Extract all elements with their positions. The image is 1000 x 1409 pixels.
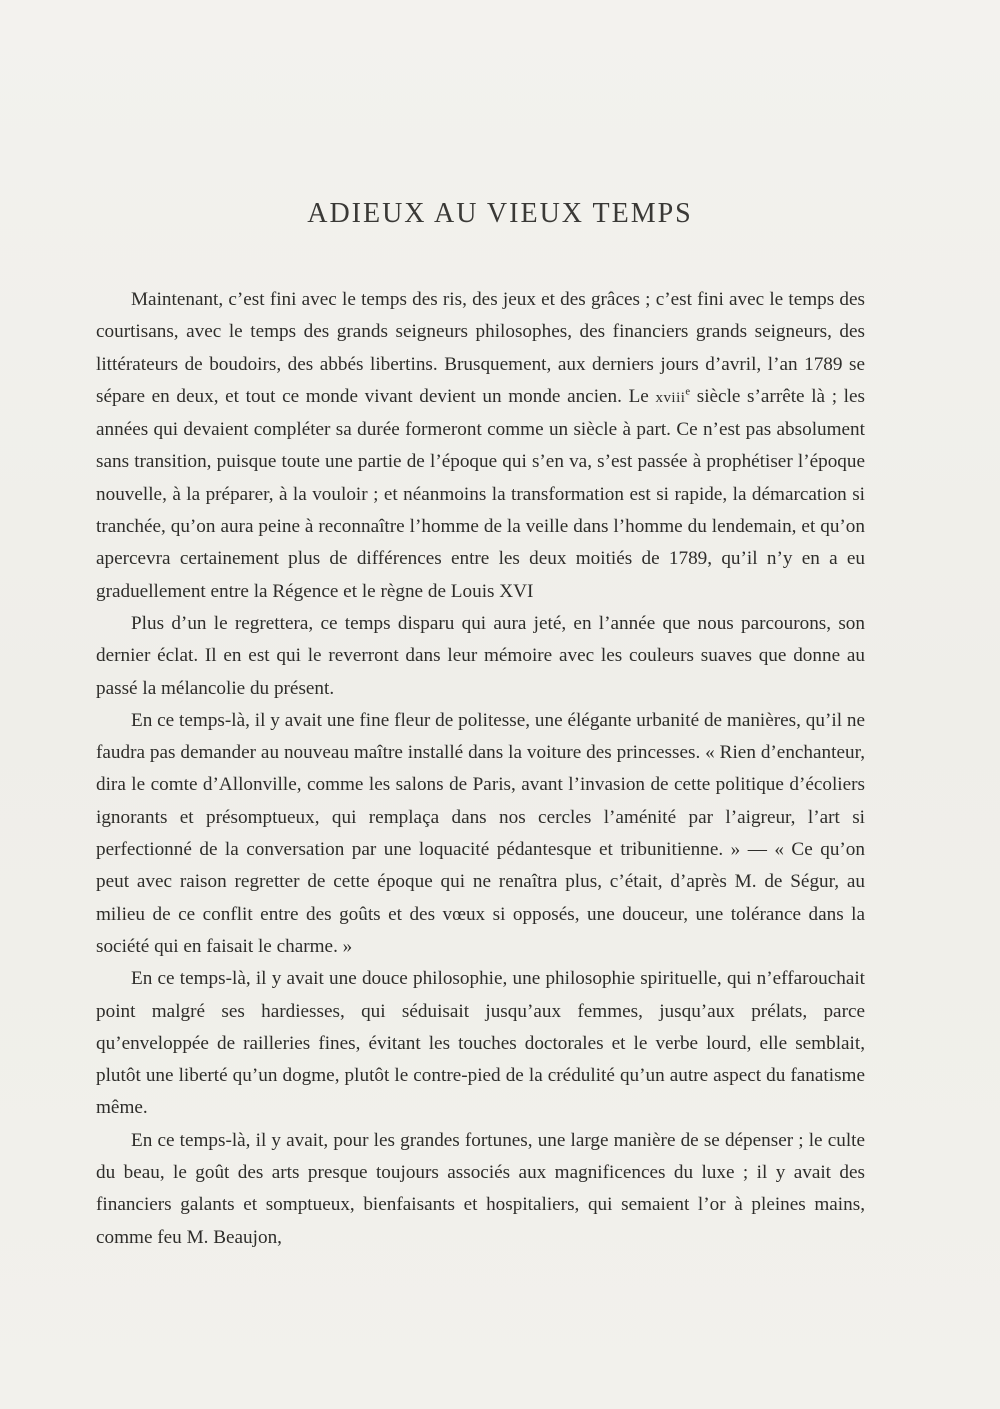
paragraph-1-text-b: siècle s’arrête là ; les années qui devaient compléter sa durée formeront comme un siècle à part. Ce n’est pas absolument sans transition, puisque toute une partie de l’époque qui s’en va, s’est passée à prophétiser l’époque nouvelle, à la préparer, à la vouloir ; et néanmoins la transformation est si rapide, la démarcation si tranchée, qu’on aura peine à reconnaître l’homme de la veille dans l’homme du lendemain, et qu’on apercevra certainement plus de différences entre les deux moitiés de 1789, qu’il n’y en a eu graduellement entre la Régence et le règne de Louis XVI bbox=[96, 385, 865, 602]
paragraph-1 bbox=[96, 284, 865, 608]
paragraph-1-text-a: Maintenant, c’est fini avec le temps des ris, des jeux et des grâces ; c’est fini avec le temps des courtisans, avec le temps des grands seigneurs philosophes, des financiers grands seigneurs, des littérateurs de boudoirs, des abbés libertins. Brusquement, aux derniers jours d’avril, l’an 1789 se sépare en deux, et tout ce monde vivant devient un monde ancien. Le bbox=[96, 289, 865, 407]
paragraph-2: Plus d’un le regrettera, ce temps disparu qui aura jeté, en l’année que nous parcourons, son dernier éclat. Il en est qui le reverront dans leur mémoire avec les couleurs suaves que donne au passé la mélancolie du présent. bbox=[96, 612, 865, 699]
paragraph-3: En ce temps-là, il y avait une fine fleur de politesse, une élégante urbanité de manières, qu’il ne faudra pas demander au nouveau maître installé dans la voiture des princesses. « Rien d’enchanteur, dira le comte d’Allonville, comme les salons de Paris, avant l’invasion de cette politique d’écoliers ignorants et présomptueux, qui remplaça dans nos cercles l’aménité par l’aigreur, l’art si perfectionné de la conversation par une loquacité pédantesque et tribunitienne. » — « Ce qu’on peut avec raison regretter de cette époque qui ne renaîtra plus, c’était, d’après M. de Ségur, au milieu de ce conflit entre des goûts et des vœux si opposés, une douceur, une tolérance dans la société qui en faisait le charme. » bbox=[96, 709, 865, 957]
century-numeral: xviii bbox=[655, 389, 686, 406]
paragraph-4: En ce temps-là, il y avait une douce philosophie, une philosophie spirituelle, qui n’effarouchait point malgré ses hardiesses, qui séduisait jusqu’aux femmes, jusqu’aux prélats, parce qu’enveloppée de railleries fines, évitant les touches doctorales et le verbe lourd, elle semblait, plutôt une liberté qu’un dogme, plutôt le contre-pied de la crédulité qu’un autre aspect du fanatisme même. bbox=[96, 968, 865, 1119]
chapter-title: ADIEUX AU VIEUX TEMPS bbox=[307, 198, 693, 229]
century-suffix: e bbox=[685, 386, 691, 398]
paragraph-5: En ce temps-là, il y avait, pour les grandes fortunes, une large manière de se dépenser ; le culte du beau, le goût des arts presque toujours associés aux magnificences du luxe ; il y avait des financiers galants et somptueux, bienfaisants et hospitaliers, qui semaient l’or à pleines mains, comme feu M. Beaujon, bbox=[96, 1129, 865, 1248]
chapter-body bbox=[96, 284, 865, 1254]
